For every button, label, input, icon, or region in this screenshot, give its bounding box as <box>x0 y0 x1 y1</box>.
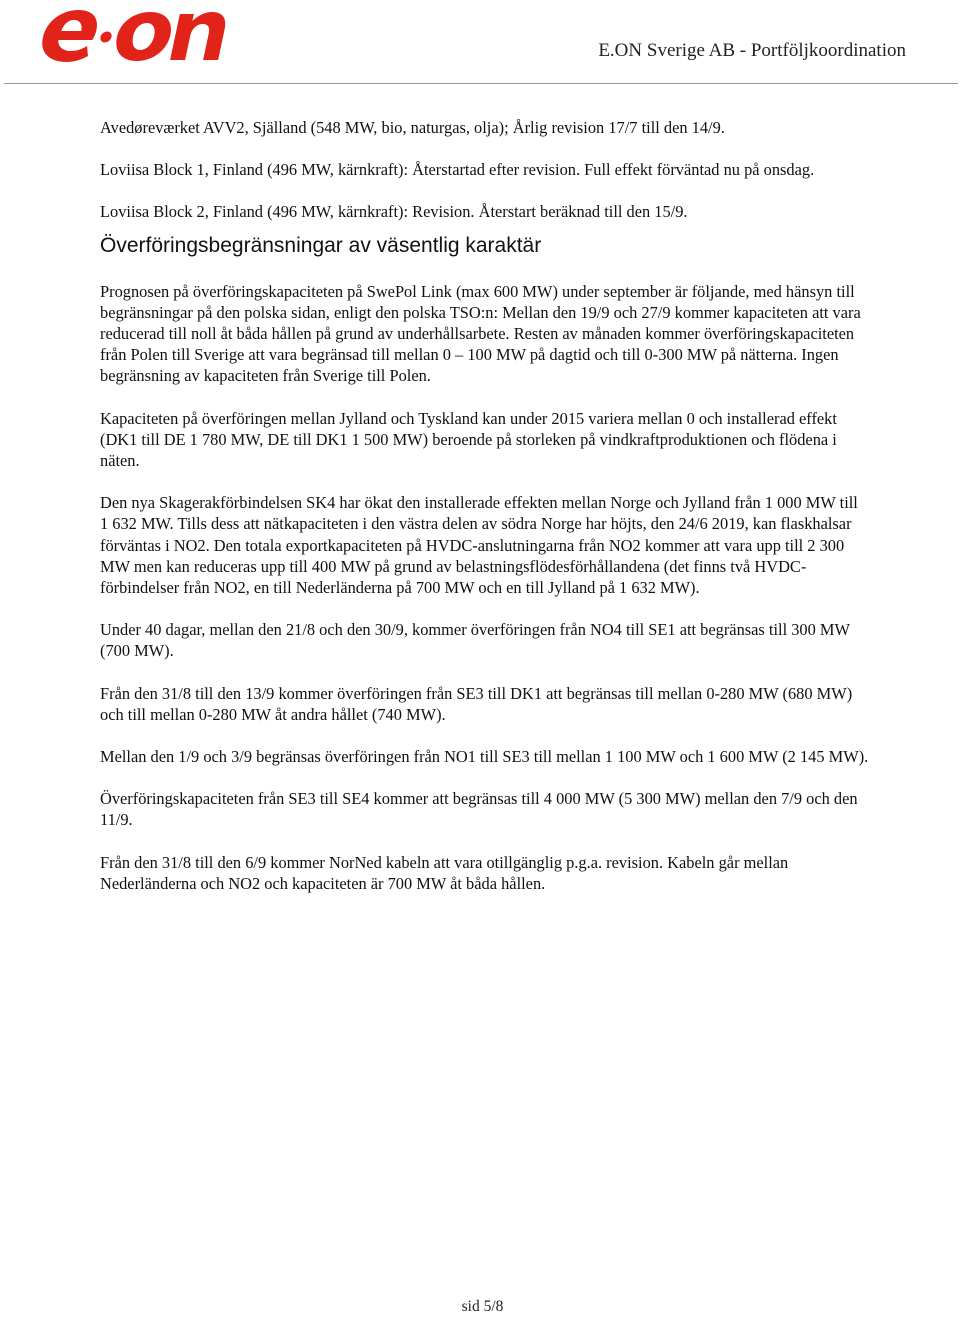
paragraph-no4-se1: Under 40 dagar, mellan den 21/8 och den 30/9, kommer överföringen från NO4 till SE1 att begränsas till 300 MW (700 MW). <box>100 620 850 661</box>
intro-paragraph-loviisa-2: Loviisa Block 2, Finland (496 MW, kärnkraft): Revision. Återstart beräknad till den 15/9. <box>100 202 688 222</box>
eon-logo <box>36 4 228 62</box>
paragraph-se3-dk1: Från den 31/8 till den 13/9 kommer överföringen från SE3 till DK1 att begränsas till mellan 0-280 MW (680 MW) och till mellan 0-280 MW åt andra hållet (740 MW). <box>100 683 853 724</box>
paragraph-no1-se3: Mellan den 1/9 och 3/9 begränsas överföringen från NO1 till SE3 till mellan 1 100 MW och 1 600 MW (2 145 MW). <box>100 747 869 767</box>
intro-paragraph-loviisa-1: Loviisa Block 1, Finland (496 MW, kärnkraft): Återstartad efter revision. Full effekt förväntad nu på onsdag. <box>100 160 815 180</box>
paragraph-se3-se4: Överföringskapaciteten från SE3 till SE4 kommer att begränsas till 4 000 MW (5 300 MW) mellan den 7/9 och den 11/9. <box>100 789 858 830</box>
document-body <box>100 117 870 894</box>
header-title: E.ON Sverige AB - Portföljkoordination <box>598 40 906 61</box>
page-header <box>0 0 960 86</box>
header-divider <box>4 83 958 84</box>
paragraph-norned: Från den 31/8 till den 6/9 kommer NorNed kabeln att vara otillgänglig p.g.a. revision. Kabeln går mellan Nederländerna och NO2 och kapaciteten är 700 MW åt båda hållen. <box>100 852 789 893</box>
paragraph-skagerak: Den nya Skagerakförbindelsen SK4 har ökat den installerade effekten mellan Norge och Jylland från 1 000 MW till 1 632 MW. Tills dess att nätkapaciteten i den västra delen av södra Norge har höjts, den 24/6 2019, kan flaskhalsar förväntas i NO2. Den totala exportkapaciteten på HVDC-anslutningarna från NO2 kommer att vara upp till 2 300 MW men kan reduceras upp till 400 MW på grund av belastningsflödesförhållandena (det finns två HVDC-förbindelser från NO2, en till Nederländerna på 700 MW och en till Jylland på 1 632 MW). <box>100 493 858 598</box>
paragraph-swepol: Prognosen på överföringskapaciteten på SwePol Link (max 600 MW) under september är följande, med hänsyn till begränsningar på den polska sidan, enligt den polska TSO:n: Mellan den 19/9 och 27/9 kommer kapaciteten att vara reducerad till noll åt båda hållen på grund av underhållsarbete. Resten av månaden kommer överföringskapaciteten från Polen till Sverige att vara begränsad till mellan 0 – 100 MW på dagtid och till 0-300 MW på nätterna. Ingen begränsning av kapaciteten från Sverige till Polen. <box>100 281 861 386</box>
paragraph-jylland-tyskland: Kapaciteten på överföringen mellan Jylland och Tyskland kan under 2015 variera mellan 0 och installerad effekt (DK1 till DE 1 780 MW, DE till DK1 1 500 MW) beroende på storleken på vindkraftproduktionen och flödena i näten. <box>100 408 837 471</box>
page-number: sid 5/8 <box>461 1298 504 1315</box>
section-heading: Överföringsbegränsningar av väsentlig karaktär <box>100 233 542 257</box>
intro-paragraph-avedore: Avedøreværket AVV2, Själland (548 MW, bio, naturgas, olja); Årlig revision 17/7 till den 14/9. <box>100 118 725 137</box>
